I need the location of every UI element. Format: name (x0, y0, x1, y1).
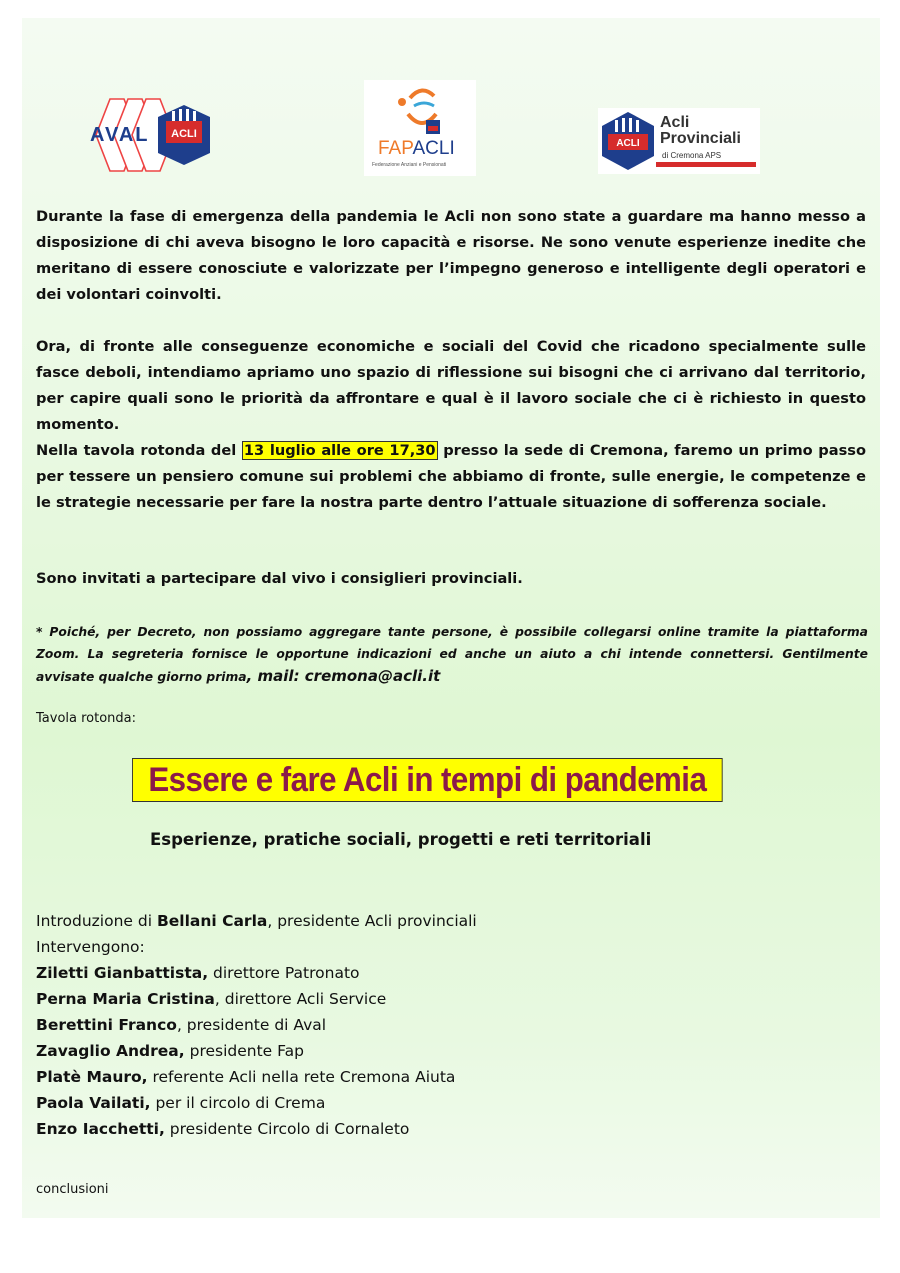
second-paragraph: Ora, di fronte alle conseguenze economiche e sociali del Covid che ricadono specialmente sulle fasce deboli, intendiamo apriamo uno spazio di riflessione sui bisogni che ci arrivano dal territorio, per capire quali sono le priorità da affrontare e qual è il lavoro sociale che ci è richiesto in questo momento. (36, 338, 866, 433)
svg-text:ACLI: ACLI (171, 128, 197, 140)
intro-name: Bellani Carla (156, 912, 268, 930)
speaker-name: Berettini Franco (36, 1016, 177, 1034)
zoom-note (36, 621, 868, 688)
speaker-list (36, 908, 477, 1142)
speaker-name: Platè Mauro, (36, 1068, 148, 1086)
acli-logo-line2: Provinciali (660, 130, 741, 147)
invite-line: Sono invitati a partecipare dal vivo i consiglieri provinciali. (36, 570, 523, 587)
acli-logo-line3: di Cremona APS (662, 151, 722, 160)
speaker-item (36, 1038, 477, 1064)
speaker-item (36, 1116, 477, 1142)
speaker-item (36, 1012, 477, 1038)
third-paragraph-start: Nella tavola rotonda del (36, 442, 242, 459)
svg-text:ACLI: ACLI (616, 138, 640, 149)
intro-role: , presidente Acli provinciali (267, 912, 477, 930)
contact-mail: , mail: cremona@acli.it (246, 667, 441, 685)
zoom-note-text: * Poiché, per Decreto, non possiamo aggregare tante persone, è possibile collegarsi online tramite la piattaforma Zoom. La segreteria fornisce le opportune indicazioni ed anche un aiuto a chi intende connettersi. Gentilmente avvisate qualche giorno prima (36, 625, 868, 684)
event-date-highlight: 13 luglio alle ore 17,30 (243, 442, 436, 459)
speaker-item (36, 1090, 477, 1116)
acli-logo-line1: Acli (660, 114, 690, 131)
fap-acli-wordmark: FAPACLI (378, 138, 455, 159)
speakers (36, 960, 477, 1142)
speaker-item (36, 960, 477, 986)
aval-logo (84, 93, 210, 177)
speaker-name: Zavaglio Andrea, (36, 1042, 185, 1060)
speaker-item (36, 1064, 477, 1090)
fap-acli-subtitle: Federazione Anziani e Pensionati (372, 162, 447, 168)
speaker-role: per il circolo di Crema (150, 1094, 326, 1112)
third-paragraph-end: presso la sede di Cremona, faremo un primo passo per tessere un pensiero comune sui problemi che abbiamo di fronte, sulle energie, le competenze e le strategie necessarie per fare la nostra parte dentro l’attuale situazione di sofferenza sociale. (36, 442, 866, 511)
conclusioni-label: conclusioni (36, 1182, 109, 1197)
speaker-role: presidente Fap (184, 1042, 304, 1060)
speaker-name: Enzo Iacchetti, (36, 1120, 165, 1138)
svg-text:AVAL: AVAL (90, 124, 150, 146)
speaker-name: Perna Maria Cristina (36, 990, 215, 1008)
tavola-label: Tavola rotonda: (36, 711, 137, 726)
third-paragraph (36, 438, 866, 516)
event-title: Essere e fare Acli in tempi di pandemia (132, 758, 723, 802)
fap-acli-logo (364, 80, 476, 176)
acli-logo-bar (656, 162, 756, 167)
intro-paragraph: Durante la fase di emergenza della pandemia le Acli non sono state a guardare ma hanno messo a disposizione di chi aveva bisogno le loro capacità e risorse. Ne sono venute esperienze inedite che meritano di essere conosciute e valorizzate per l’impegno generoso e intelligente degli operatori e dei volontari coinvolti. (36, 208, 866, 303)
intro-prefix: Introduzione di (36, 912, 157, 930)
speaker-role: referente Acli nella rete Cremona Aiuta (147, 1068, 456, 1086)
speaker-name: Paola Vailati, (36, 1094, 151, 1112)
event-subtitle: Esperienze, pratiche sociali, progetti e reti territoriali (150, 830, 652, 849)
acli-provinciali-logo (598, 108, 760, 174)
speaker-item (36, 986, 477, 1012)
speaker-role: , presidente di Aval (176, 1016, 327, 1034)
speaker-role: direttore Patronato (208, 964, 360, 982)
speaker-role: , direttore Acli Service (214, 990, 387, 1008)
speaker-role: presidente Circolo di Cornaleto (164, 1120, 410, 1138)
intro-line (36, 908, 477, 934)
speaker-name: Ziletti Gianbattista, (36, 964, 209, 982)
intervengono-label: Intervengono: (36, 938, 145, 956)
